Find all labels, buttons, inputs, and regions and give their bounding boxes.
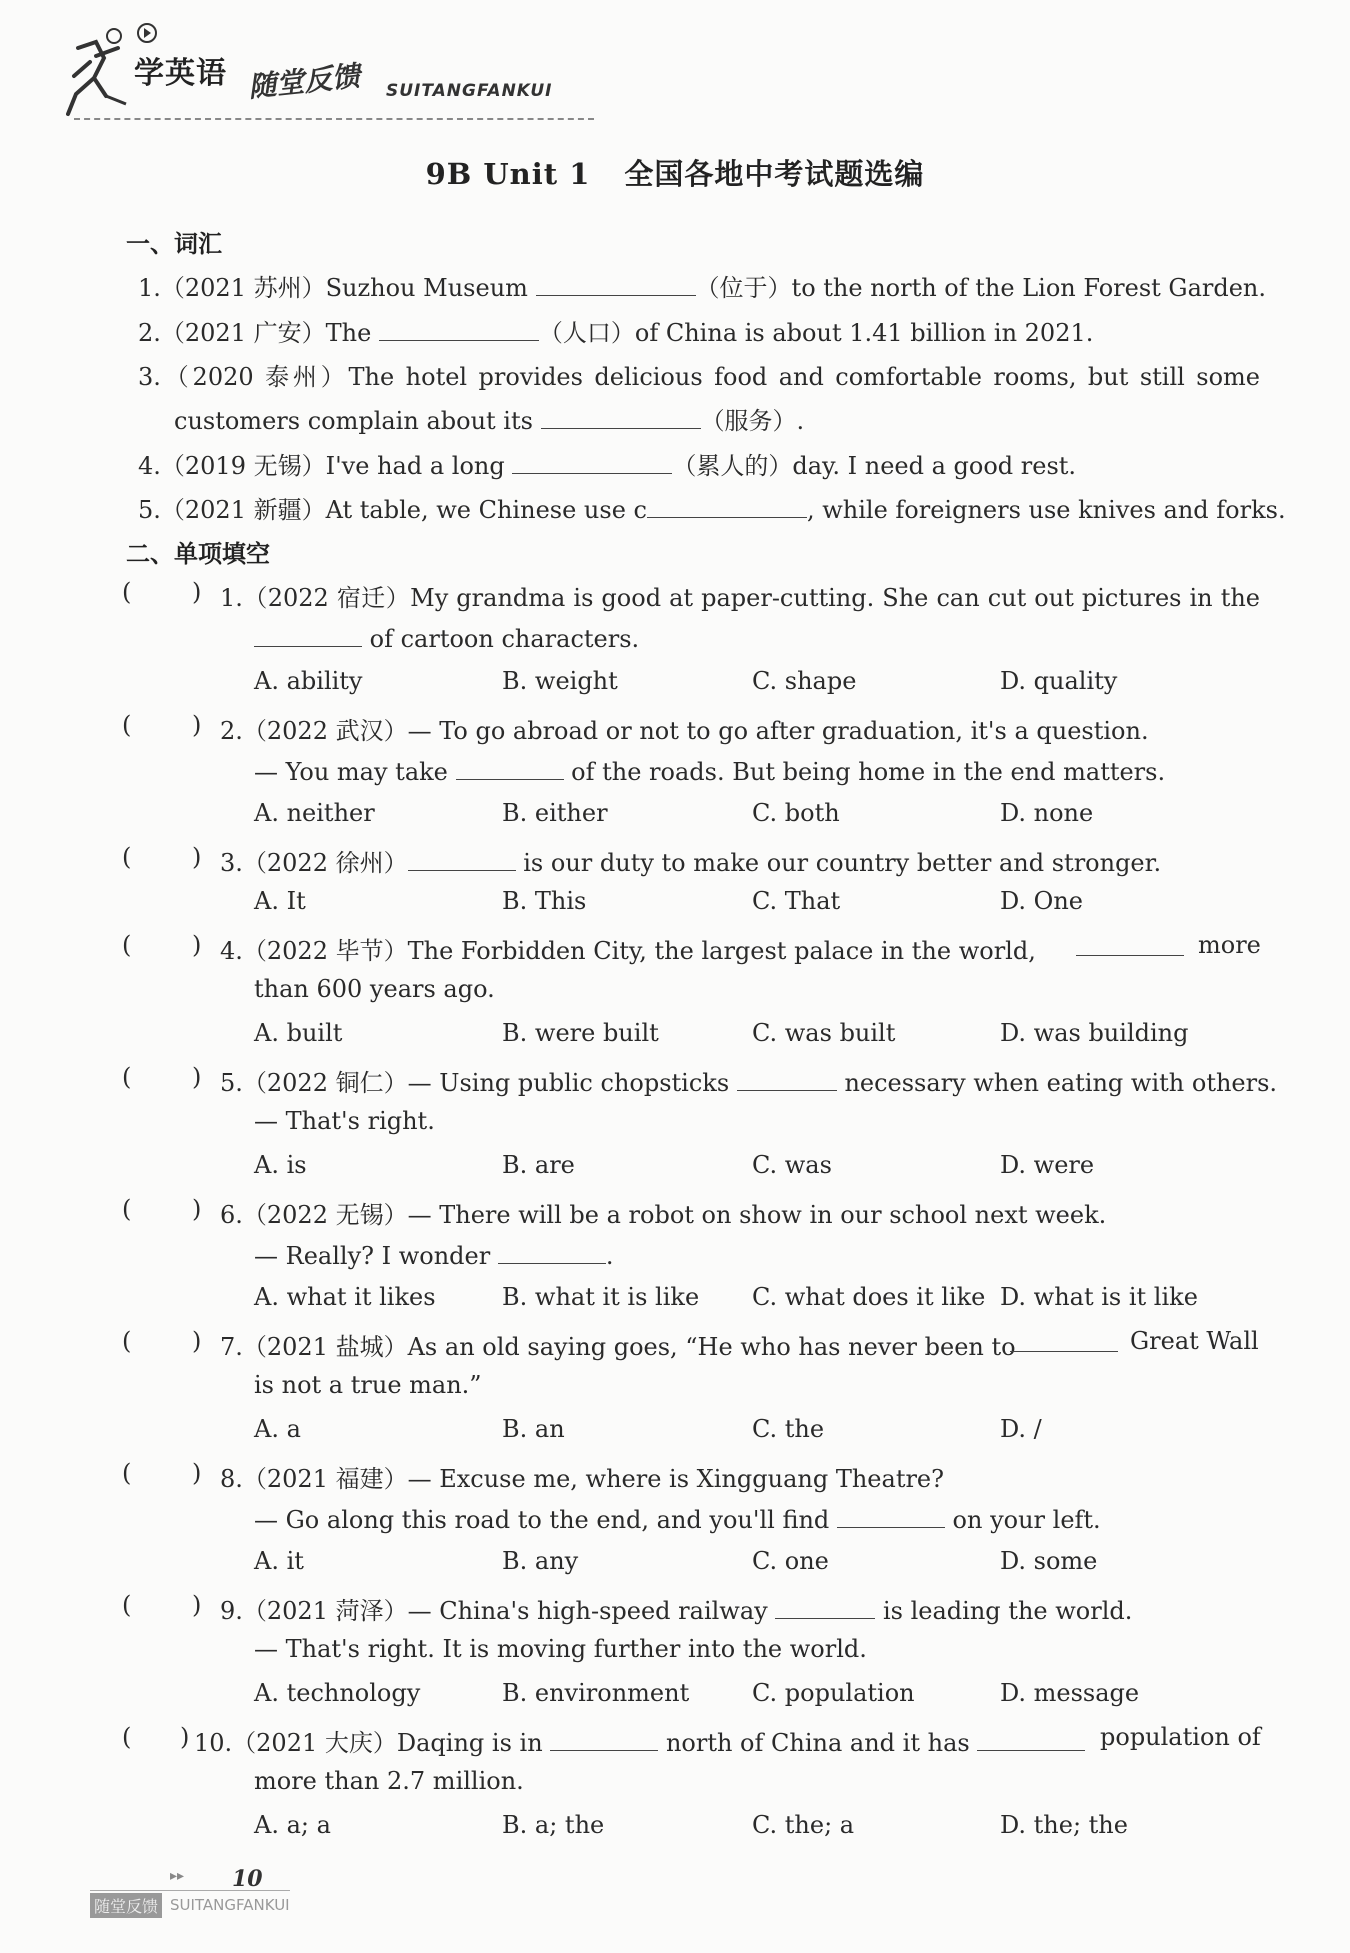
question-10 — [194, 1723, 1085, 1758]
page-title — [0, 152, 1350, 193]
question-text: more than 2.7 million. — [254, 1767, 524, 1795]
answer-blank[interactable] — [737, 1066, 837, 1091]
answer-paren-open: ( — [122, 1327, 132, 1355]
option-a[interactable]: A. what it likes — [254, 1283, 436, 1311]
footer-tag: 随堂反馈 — [90, 1893, 162, 1918]
answer-blank[interactable] — [408, 846, 516, 871]
question-text: 1.（2022 宿迁）My grandma is good at paper-cutting. She can cut out pictures in the — [220, 584, 1260, 612]
answer-blank[interactable] — [254, 622, 362, 647]
question-text: 8.（2021 福建）— Excuse me, where is Xingguang Theatre? — [220, 1465, 945, 1493]
footer-divider — [90, 1890, 290, 1891]
option-c[interactable]: C. one — [752, 1547, 829, 1575]
question-8-cont — [254, 1503, 1101, 1534]
section-vocabulary-heading: 一、词汇 — [126, 230, 222, 258]
question-1 — [220, 578, 1260, 613]
question-7-cont — [254, 1371, 482, 1399]
option-b[interactable]: B. a; the — [502, 1811, 605, 1839]
question-5-cont — [254, 1107, 435, 1135]
option-d[interactable]: D. some — [1000, 1547, 1098, 1575]
vocab-item-text: （人口）of China is about 1.41 billion in 2021. — [538, 319, 1094, 347]
answer-blank[interactable] — [647, 493, 807, 518]
answer-blank[interactable] — [456, 755, 564, 780]
header-logo — [66, 18, 566, 123]
option-d[interactable]: D. was building — [1000, 1019, 1189, 1047]
option-c[interactable]: C. the — [752, 1415, 825, 1443]
vocab-item-text: （服务）. — [700, 407, 805, 435]
answer-paren-close: ) — [192, 711, 202, 739]
title-unit: 9B Unit 1 — [425, 157, 591, 191]
option-c[interactable]: C. population — [752, 1679, 915, 1707]
question-text: . — [605, 1242, 614, 1270]
vocab-item-text: 1.（2021 苏州）Suzhou Museum — [138, 274, 536, 302]
option-a[interactable]: A. It — [254, 887, 306, 915]
vocab-item-text: customers complain about its — [174, 407, 541, 435]
question-text: 2.（2022 武汉）— To go abroad or not to go after graduation, it's a question. — [220, 717, 1149, 745]
option-c[interactable]: C. was built — [752, 1019, 896, 1047]
option-d[interactable]: D. message — [1000, 1679, 1140, 1707]
answer-blank[interactable] — [541, 404, 701, 429]
question-2 — [220, 711, 1149, 746]
option-c[interactable]: C. was — [752, 1151, 832, 1179]
option-b[interactable]: B. environment — [502, 1679, 690, 1707]
question-10-tail — [1100, 1723, 1261, 1751]
option-d[interactable]: D. what is it like — [1000, 1283, 1198, 1311]
option-a[interactable]: A. built — [254, 1019, 343, 1047]
vocab-item-text: 3.（2020 泰州）The hotel provides delicious food and comfortable rooms, but still some — [138, 363, 1260, 391]
question-7 — [220, 1327, 1016, 1362]
vocab-item-text: （累人的）day. I need a good rest. — [672, 452, 1077, 480]
option-d[interactable]: D. the; the — [1000, 1811, 1128, 1839]
option-a[interactable]: A. it — [254, 1547, 304, 1575]
answer-paren-open: ( — [122, 578, 132, 606]
answer-paren-close: ) — [192, 931, 202, 959]
question-text: — You may take — [254, 758, 456, 786]
option-c[interactable]: C. the; a — [752, 1811, 855, 1839]
question-4-cont — [254, 975, 495, 1003]
answer-paren-open: ( — [122, 931, 132, 959]
question-text: — That's right. It is moving further into the world. — [254, 1635, 867, 1663]
answer-paren-close: ) — [180, 1723, 190, 1751]
question-4 — [220, 931, 1036, 966]
question-text: of cartoon characters. — [369, 625, 640, 653]
answer-paren-open: ( — [122, 1195, 132, 1223]
option-b[interactable]: B. any — [502, 1547, 579, 1575]
option-b[interactable]: B. either — [502, 799, 608, 827]
page-number: 10 — [232, 1866, 263, 1892]
question-text: north of China and it has — [665, 1729, 978, 1757]
option-a[interactable]: A. a; a — [254, 1811, 331, 1839]
answer-blank[interactable] — [379, 316, 539, 341]
chevron-right-icon: ▸▸ — [170, 1868, 185, 1884]
option-a[interactable]: A. neither — [254, 799, 375, 827]
vocab-item-3-cont — [174, 401, 804, 436]
answer-paren-close: ) — [192, 843, 202, 871]
question-text: is our duty to make our country better and stronger. — [523, 849, 1162, 877]
question-text: necessary when eating with others. — [844, 1069, 1278, 1097]
vocab-item-3 — [138, 357, 1260, 392]
question-text: is leading the world. — [883, 1597, 1133, 1625]
question-1-cont — [254, 622, 639, 653]
answer-paren-open: ( — [122, 843, 132, 871]
answer-paren-open: ( — [122, 711, 132, 739]
answer-blank[interactable] — [977, 1726, 1085, 1751]
question-6-cont — [254, 1239, 613, 1270]
question-text: 6.（2022 无锡）— There will be a robot on show in our school next week. — [220, 1201, 1107, 1229]
question-10-cont — [254, 1767, 524, 1795]
play-icon — [136, 22, 158, 44]
question-text: — Go along this road to the end, and you'll find — [254, 1506, 837, 1534]
answer-paren-open: ( — [122, 1723, 132, 1751]
answer-blank[interactable] — [1076, 931, 1184, 956]
answer-paren-open: ( — [122, 1591, 132, 1619]
vocab-item-text: , while foreigners use knives and forks. — [806, 496, 1286, 524]
question-5 — [220, 1063, 1277, 1098]
question-text: — That's right. — [254, 1107, 435, 1135]
answer-paren-close: ) — [192, 1063, 202, 1091]
option-d[interactable]: D. were — [1000, 1151, 1095, 1179]
header-divider — [74, 118, 594, 120]
question-4-tail — [1198, 931, 1261, 959]
answer-blank[interactable] — [775, 1594, 875, 1619]
answer-blank[interactable] — [1010, 1327, 1118, 1352]
question-text: population of — [1100, 1723, 1261, 1751]
answer-paren-close: ) — [192, 578, 202, 606]
option-b[interactable]: B. weight — [502, 667, 618, 695]
question-7-tail — [1130, 1327, 1259, 1355]
option-b[interactable]: B. what it is like — [502, 1283, 700, 1311]
vocab-item-text: 2.（2021 广安）The — [138, 319, 379, 347]
question-8 — [220, 1459, 944, 1494]
runner-icon — [66, 18, 136, 118]
question-text: is not a true man.” — [254, 1371, 482, 1399]
option-a[interactable]: A. is — [254, 1151, 307, 1179]
option-a[interactable]: A. technology — [254, 1679, 421, 1707]
option-c[interactable]: C. shape — [752, 667, 857, 695]
answer-blank[interactable] — [498, 1239, 606, 1264]
option-c[interactable]: C. both — [752, 799, 840, 827]
question-text: of the roads. But being home in the end matters. — [571, 758, 1166, 786]
vocab-item-5 — [138, 490, 1286, 525]
vocab-item-2 — [138, 313, 1093, 348]
vocab-item-1 — [138, 268, 1266, 303]
answer-paren-close: ) — [192, 1327, 202, 1355]
question-text: — Really? I wonder — [254, 1242, 498, 1270]
logo-pinyin: SUITANGFANKUI — [386, 81, 553, 101]
answer-paren-close: ) — [192, 1459, 202, 1487]
question-text: more — [1198, 931, 1261, 959]
answer-paren-open: ( — [122, 1459, 132, 1487]
section-single-choice-heading: 二、单项填空 — [126, 540, 270, 568]
answer-paren-open: ( — [122, 1063, 132, 1091]
option-d[interactable]: D. / — [1000, 1415, 1042, 1443]
option-c[interactable]: C. what does it like — [752, 1283, 986, 1311]
option-b[interactable]: B. This — [502, 887, 587, 915]
question-4-blank — [1076, 931, 1184, 962]
answer-blank[interactable] — [550, 1726, 658, 1751]
logo-script: 随堂反馈 — [246, 59, 362, 104]
logo-title: 学英语 — [134, 56, 227, 91]
question-7-blank — [1010, 1327, 1118, 1358]
answer-paren-close: ) — [192, 1195, 202, 1223]
option-a[interactable]: A. a — [254, 1415, 301, 1443]
question-text: 3.（2022 徐州） — [220, 849, 408, 877]
option-b[interactable]: B. were built — [502, 1019, 659, 1047]
question-6 — [220, 1195, 1106, 1230]
vocab-item-text: 4.（2019 无锡）I've had a long — [138, 452, 513, 480]
question-text: Great Wall — [1130, 1327, 1259, 1355]
option-a[interactable]: A. ability — [254, 667, 363, 695]
vocab-item-text: （位于）to the north of the Lion Forest Garden. — [695, 274, 1267, 302]
answer-paren-close: ) — [192, 1591, 202, 1619]
question-text: 4.（2022 毕节）The Forbidden City, the largest palace in the world, — [220, 937, 1036, 965]
vocab-item-4 — [138, 446, 1076, 481]
question-text: 9.（2021 菏泽）— China's high-speed railway — [220, 1597, 776, 1625]
answer-blank[interactable] — [512, 449, 672, 474]
answer-blank[interactable] — [536, 271, 696, 296]
question-2-cont — [254, 755, 1165, 786]
option-c[interactable]: C. That — [752, 887, 841, 915]
question-9 — [220, 1591, 1132, 1626]
question-text: on your left. — [952, 1506, 1101, 1534]
option-b[interactable]: B. are — [502, 1151, 575, 1179]
vocab-item-text: 5.（2021 新疆）At table, we Chinese use c — [138, 496, 647, 524]
question-9-cont — [254, 1635, 867, 1663]
question-text: than 600 years ago. — [254, 975, 495, 1003]
question-3 — [220, 843, 1161, 878]
option-b[interactable]: B. an — [502, 1415, 565, 1443]
question-text: 5.（2022 铜仁）— Using public chopsticks — [220, 1069, 737, 1097]
question-text: 7.（2021 盐城）As an old saying goes, “He who has never been to — [220, 1333, 1016, 1361]
title-chinese: 全国各地中考试题选编 — [624, 157, 925, 191]
option-d[interactable]: D. none — [1000, 799, 1094, 827]
option-d[interactable]: D. quality — [1000, 667, 1118, 695]
option-d[interactable]: D. One — [1000, 887, 1083, 915]
footer-pinyin: SUITANGFANKUI — [170, 1896, 290, 1914]
answer-blank[interactable] — [837, 1503, 945, 1528]
question-text: 10.（2021 大庆）Daqing is in — [194, 1729, 551, 1757]
